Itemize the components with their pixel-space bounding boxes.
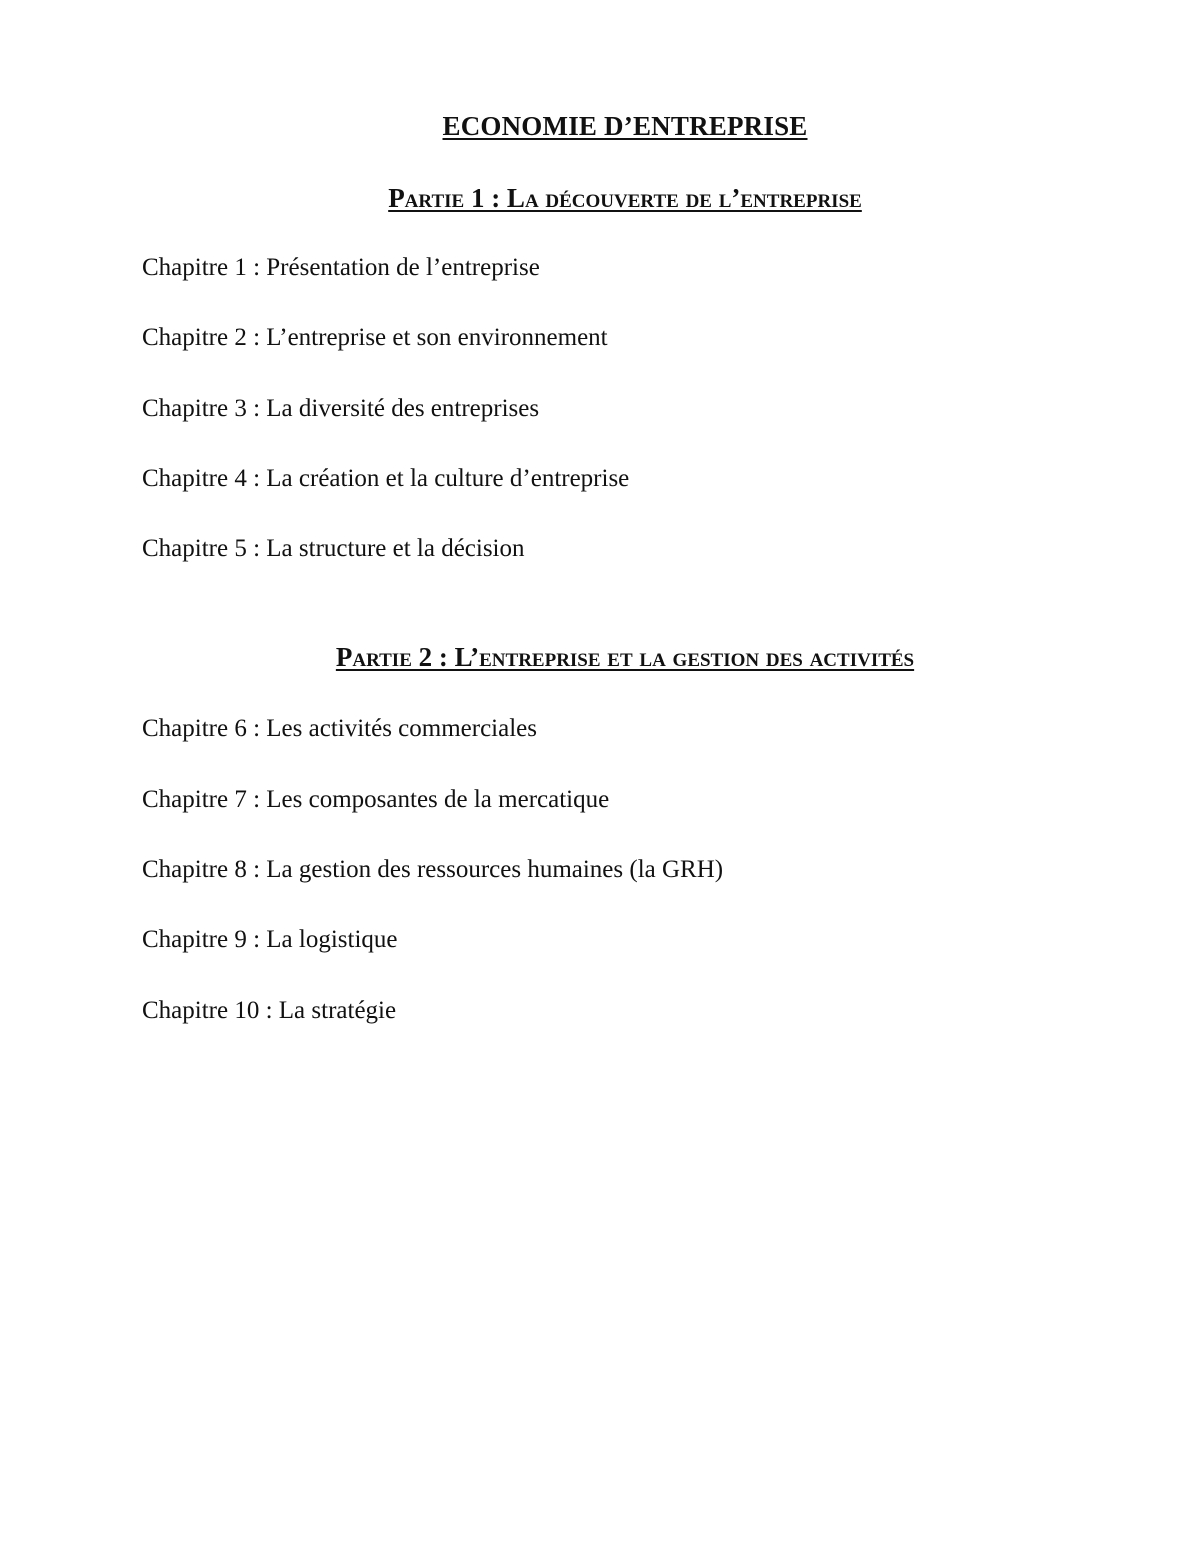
- chapter-item: Chapitre 7 : Les composantes de la mercatique: [142, 786, 610, 813]
- chapter-item: Chapitre 8 : La gestion des ressources humaines (la GRH): [142, 856, 724, 883]
- chapter-item: Chapitre 3 : La diversité des entreprises: [142, 395, 540, 422]
- chapter-item: Chapitre 4 : La création et la culture d’entreprise: [142, 465, 630, 492]
- chapter-item: Chapitre 5 : La structure et la décision: [142, 535, 525, 562]
- chapter-item: Chapitre 9 : La logistique: [142, 926, 398, 953]
- document-title: ECONOMIE D’ENTREPRISE: [442, 111, 808, 141]
- chapter-item: Chapitre 10 : La stratégie: [142, 997, 397, 1024]
- part-1-heading: Partie 1 : La découverte de l’entreprise: [388, 183, 862, 213]
- part-2-heading: Partie 2 : L’entreprise et la gestion des activités: [335, 642, 915, 672]
- chapter-item: Chapitre 1 : Présentation de l’entreprise: [142, 254, 540, 281]
- chapter-item: Chapitre 6 : Les activités commerciales: [142, 715, 537, 742]
- chapter-item: Chapitre 2 : L’entreprise et son environnement: [142, 324, 608, 351]
